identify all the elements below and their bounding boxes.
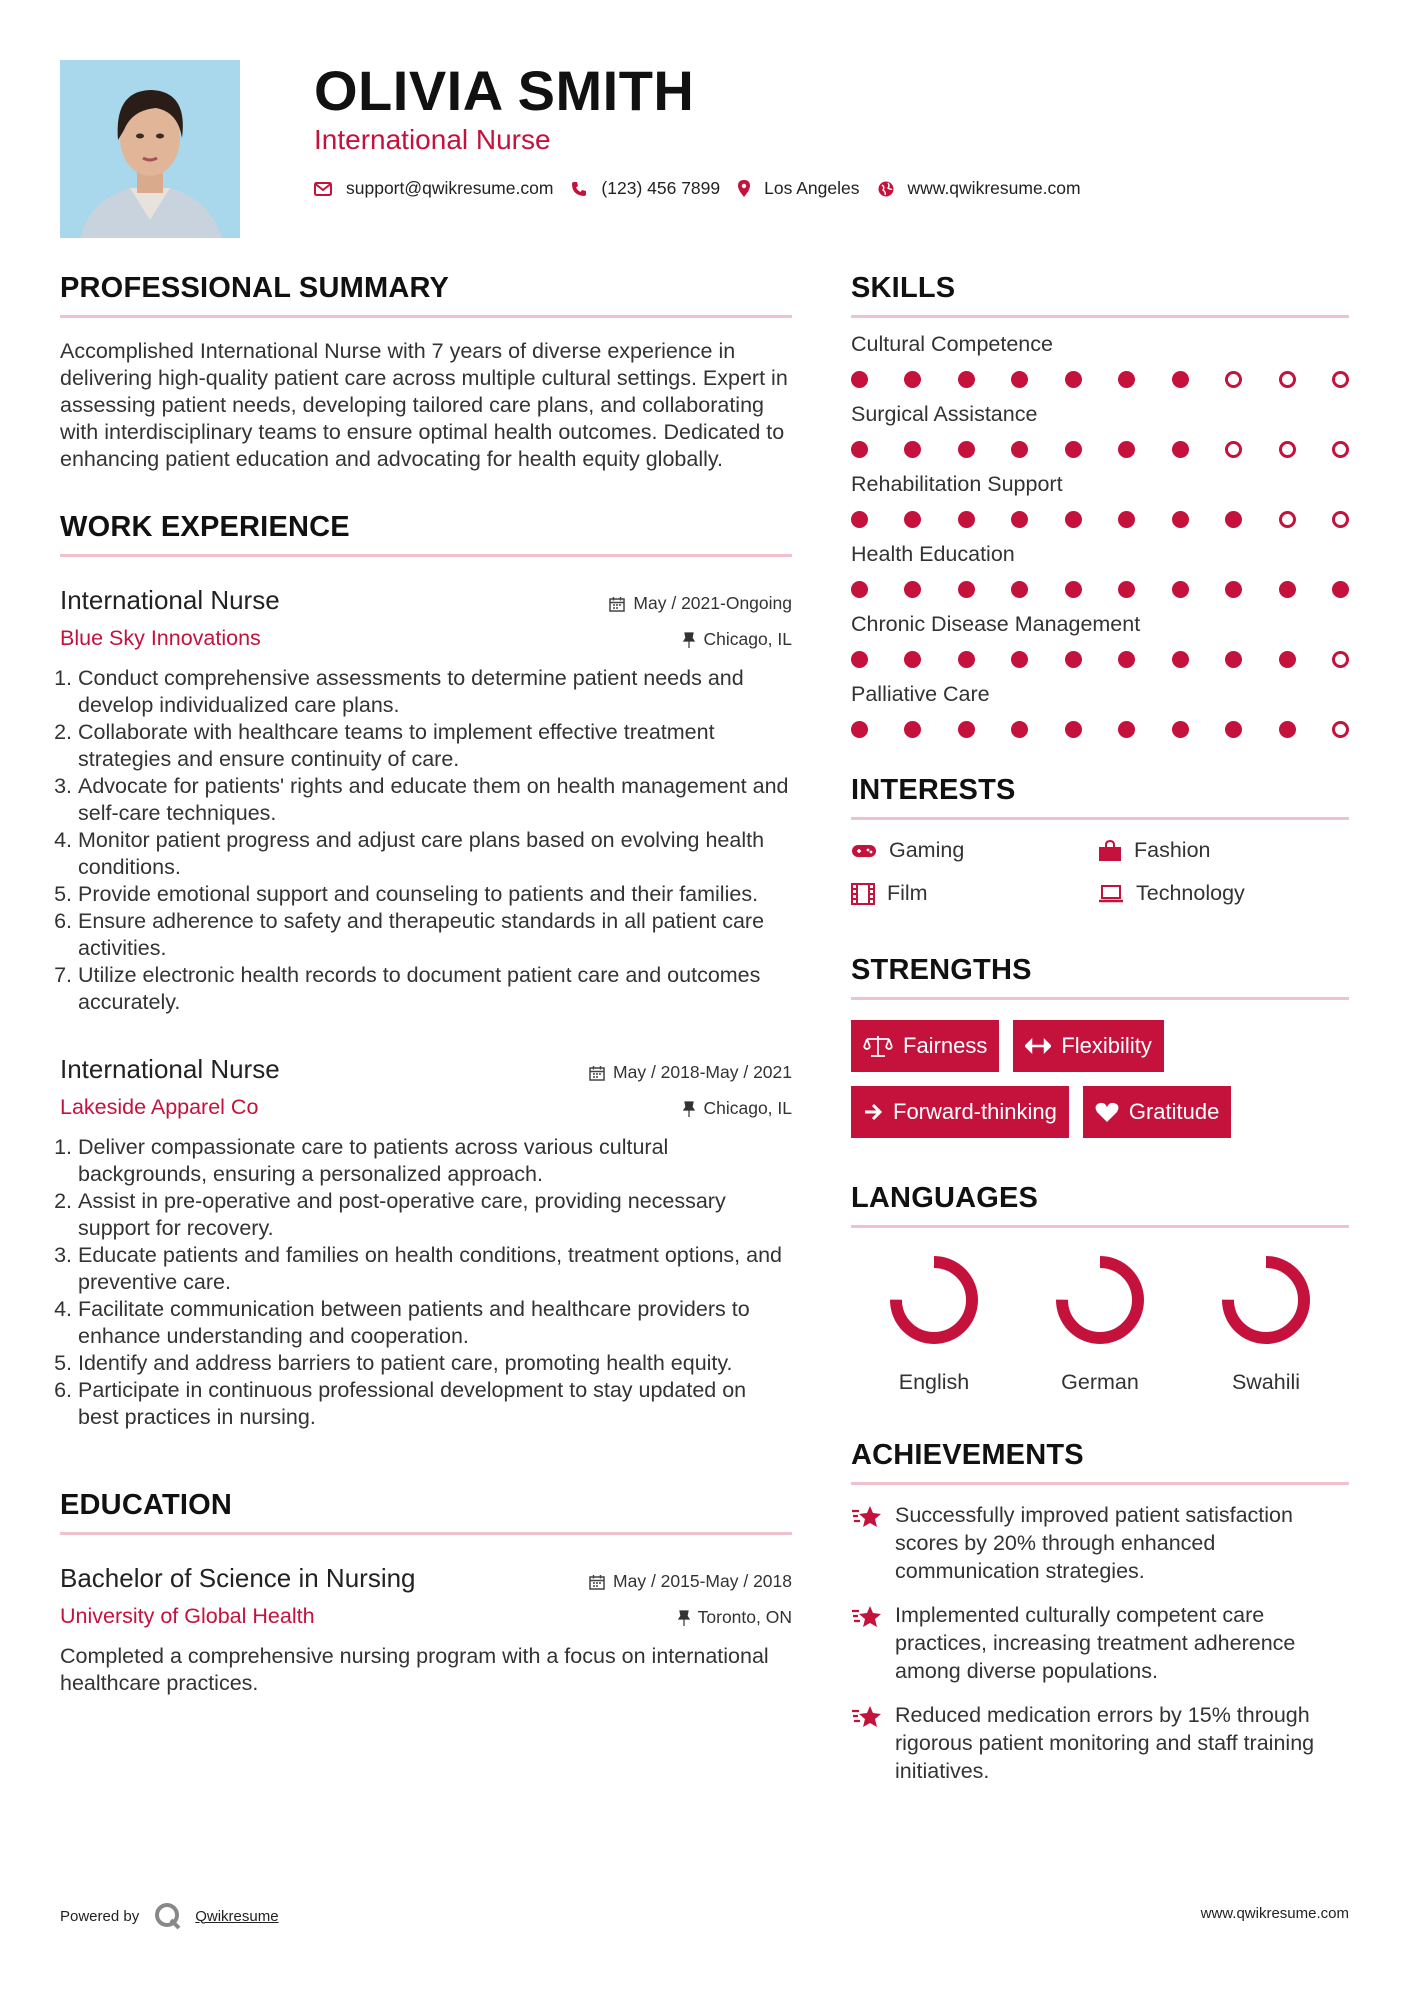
phone-icon [571,181,587,197]
skill-item [851,612,1349,668]
rating-dot-filled [1279,721,1296,738]
arrow-right-icon [863,1102,883,1122]
rating-dot-filled [958,441,975,458]
languages-list [851,1252,1349,1395]
language-level-gauge [1052,1252,1148,1348]
duty-item: 2. Collaborate with healthcare teams to implement effective treatment strategies and ensure continuity of care. [78,719,792,773]
pushpin-icon [683,632,695,648]
rating-dot-empty [1332,371,1349,388]
rating-dot-filled [851,511,868,528]
interest-item [851,881,1098,906]
language-name: Swahili [1231,1370,1301,1394]
contact-bar [314,178,1099,199]
degree-title: Bachelor of Science in Nursing [60,1563,416,1593]
left-column [60,272,792,1697]
contact-email-text: support@qwikresume.com [346,178,554,198]
rating-dot-filled [851,371,868,388]
education-entry [60,1563,792,1697]
rating-dot-filled [1011,511,1028,528]
duty-item: 5. Provide emotional support and counseling to patients and their families. [78,881,792,908]
duty-item: 5. Identify and address barriers to patient care, promoting health equity. [78,1350,792,1377]
language-level-gauge [886,1252,982,1348]
strengths-list [851,1020,1349,1152]
rating-dot-filled [851,721,868,738]
rating-dot-filled [1065,511,1082,528]
interest-label: Gaming [889,838,965,862]
gamepad-icon [851,842,877,860]
rating-dot-empty [1332,511,1349,528]
rating-dot-filled [1118,581,1135,598]
rating-dot-empty [1279,511,1296,528]
rating-dot-filled [1225,511,1242,528]
rating-dot-filled [1011,651,1028,668]
achievement-text: Reduced medication errors by 15% through rigorous patient monitoring and staff training initiatives. [895,1703,1315,1783]
powered-by-text: Powered by [60,1907,140,1925]
rating-dot-filled [1118,651,1135,668]
rating-dot-filled [1279,581,1296,598]
school-name: University of Global Health [60,1604,315,1628]
job-date [589,1062,792,1083]
strength-label: Gratitude [1128,1099,1220,1124]
rating-dot-filled [851,441,868,458]
rating-dot-filled [1172,721,1189,738]
achievement-text: Successfully improved patient satisfaction scores by 20% through enhanced communication strategies. [895,1503,1293,1583]
contact-location-text: Los Angeles [764,178,860,198]
rating-dot-filled [1065,581,1082,598]
heart-icon [1095,1102,1119,1123]
rating-dot-filled [1172,511,1189,528]
rating-dot-filled [904,371,921,388]
shopping-bag-icon [1098,840,1122,862]
education-heading: EDUCATION [60,1489,792,1535]
contact-location [738,178,859,199]
strength-tag [1013,1020,1163,1072]
duty-item: 6. Ensure adherence to safety and therapeutic standards in all patient care activities. [78,908,792,962]
duty-item: 1. Conduct comprehensive assessments to determine patient needs and develop individualized care plans. [78,665,792,719]
rating-dot-filled [958,371,975,388]
experience-heading: WORK EXPERIENCE [60,511,792,557]
summary-text: Accomplished International Nurse with 7 years of diverse experience in delivering high-quality patient care across multiple cultural settings. Expert in assessing patient needs, developing tailored care plans, and collaborating with interdisciplinary teams to ensure optimal health outcomes. Dedicated to enhancing patient education and advocating for health equity globally. [60,339,788,471]
education-date [589,1571,792,1592]
rating-dot-filled [1172,581,1189,598]
skill-rating [851,651,1349,668]
job-title: International Nurse [60,1054,280,1084]
strength-tag [851,1086,1069,1138]
rating-dot-filled [958,581,975,598]
rating-dot-filled [958,511,975,528]
duty-item: 6. Participate in continuous professional development to stay updated on best practices in nursing. [78,1377,792,1431]
interest-label: Technology [1136,881,1245,905]
education-date-text: May / 2015-May / 2018 [613,1571,792,1591]
contact-phone-text: (123) 456 7899 [601,178,721,198]
rating-dot-filled [1118,511,1135,528]
rating-dot-filled [1172,441,1189,458]
interest-label: Fashion [1134,838,1211,862]
skill-item [851,682,1349,738]
footer-powered-by [60,1901,279,1931]
interests-grid [851,838,1349,906]
duty-item: 3. Advocate for patients' rights and educate them on health management and self-care techniques. [78,773,792,827]
rating-dot-empty [1332,441,1349,458]
rating-dot-filled [1172,651,1189,668]
rating-dot-empty [1225,441,1242,458]
right-column [851,272,1349,1785]
shooting-star-icon [851,1603,883,1629]
job-date-text: May / 2018-May / 2021 [613,1062,792,1082]
skill-item [851,472,1349,528]
shooting-star-icon [851,1503,883,1529]
job-date-text: May / 2021-Ongoing [633,593,792,613]
language-level-arc [1228,1262,1304,1338]
rating-dot-filled [1225,581,1242,598]
globe-icon [878,181,894,197]
rating-dot-filled [1172,371,1189,388]
interest-item [1098,838,1345,863]
map-pin-icon [738,180,750,197]
rating-dot-filled [1011,441,1028,458]
skill-item [851,542,1349,598]
skill-rating [851,511,1349,528]
balance-scale-icon [863,1035,893,1057]
job-title: International Nurse [60,585,280,615]
pushpin-icon [683,1101,695,1117]
job-entry [60,1054,792,1431]
rating-dot-filled [1118,371,1135,388]
rating-dot-empty [1332,721,1349,738]
rating-dot-empty [1225,371,1242,388]
job-entry [60,585,792,1016]
skill-name: Chronic Disease Management [851,612,1141,636]
skill-name: Rehabilitation Support [851,472,1063,496]
job-location [683,629,792,650]
achievements-list [851,1501,1349,1785]
duty-item: 4. Monitor patient progress and adjust care plans based on evolving health conditions. [78,827,792,881]
language-level-arc [896,1262,972,1338]
laptop-icon [1098,884,1124,904]
job-date [609,593,792,614]
rating-dot-filled [904,721,921,738]
language-name: German [1061,1370,1139,1394]
language-level-arc [1062,1262,1138,1338]
duty-item: 7. Utilize electronic health records to document patient care and outcomes accurately. [78,962,792,1016]
rating-dot-filled [1279,651,1296,668]
job-location-text: Chicago, IL [703,629,792,649]
achievement-item [851,1601,1349,1685]
rating-dot-filled [1332,581,1349,598]
rating-dot-filled [1118,441,1135,458]
achievement-item [851,1701,1349,1785]
languages-heading: LANGUAGES [851,1182,1349,1228]
film-icon [851,883,875,905]
duty-item: 2. Assist in pre-operative and post-operative care, providing necessary support for recovery. [78,1188,792,1242]
achievement-item [851,1501,1349,1585]
rating-dot-filled [1118,721,1135,738]
rating-dot-filled [1225,721,1242,738]
strength-tag [851,1020,999,1072]
job-company: Blue Sky Innovations [60,626,261,650]
rating-dot-empty [1279,371,1296,388]
profile-photo [60,60,240,238]
language-name: English [898,1370,970,1394]
skill-name: Palliative Care [851,682,990,706]
calendar-icon [589,1574,605,1590]
rating-dot-filled [904,651,921,668]
education-location-text: Toronto, ON [697,1607,792,1627]
skills-list [851,332,1349,738]
language-item [1017,1252,1183,1395]
interest-label: Film [887,881,928,905]
calendar-icon [609,596,625,612]
education-description: Completed a comprehensive nursing program with a focus on international healthcare practices. [60,1644,769,1695]
rating-dot-filled [1065,441,1082,458]
strength-label: Flexibility [1061,1033,1152,1058]
language-item [851,1252,1017,1395]
rating-dot-filled [1011,371,1028,388]
duty-item: 3. Educate patients and families on health conditions, treatment options, and preventive care. [78,1242,792,1296]
language-item [1183,1252,1349,1395]
footer-website[interactable]: www.qwikresume.com [1200,1905,1349,1922]
interest-item [851,838,1098,863]
duty-list [60,665,792,1016]
rating-dot-filled [1065,721,1082,738]
summary-heading: PROFESSIONAL SUMMARY [60,272,792,318]
job-location-text: Chicago, IL [703,1098,792,1118]
rating-dot-filled [1065,651,1082,668]
qwikresume-link[interactable]: Qwikresume [195,1907,279,1925]
skill-rating [851,371,1349,388]
contact-phone[interactable] [571,178,720,199]
skill-name: Cultural Competence [851,332,1053,356]
pushpin-icon [678,1610,690,1626]
skill-rating [851,721,1349,738]
strengths-heading: STRENGTHS [851,954,1349,1000]
duty-item: 4. Facilitate communication between patients and healthcare providers to enhance understanding and cooperation. [78,1296,792,1350]
job-company: Lakeside Apparel Co [60,1095,259,1119]
skill-rating [851,441,1349,458]
education-location [678,1607,792,1628]
interest-item [1098,881,1345,906]
strength-label: Forward-thinking [893,1099,1057,1124]
qwikresume-logo-icon [153,1901,183,1931]
skill-name: Surgical Assistance [851,402,1038,426]
arrows-horizontal-icon [1025,1038,1051,1054]
duty-list [60,1134,792,1431]
skill-rating [851,581,1349,598]
rating-dot-empty [1279,441,1296,458]
skill-item [851,402,1349,458]
rating-dot-filled [958,651,975,668]
shooting-star-icon [851,1703,883,1729]
candidate-title: International Nurse [314,124,551,155]
skill-name: Health Education [851,542,1015,566]
achievement-text: Implemented culturally competent care practices, increasing treatment adherence among diverse populations. [895,1603,1296,1683]
achievements-heading: ACHIEVEMENTS [851,1439,1349,1485]
rating-dot-filled [958,721,975,738]
rating-dot-filled [1011,581,1028,598]
rating-dot-filled [904,441,921,458]
skill-item [851,332,1349,388]
rating-dot-empty [1332,651,1349,668]
envelope-icon [314,182,332,196]
rating-dot-filled [1065,371,1082,388]
rating-dot-filled [904,511,921,528]
strength-tag [1083,1086,1232,1138]
language-level-gauge [1218,1252,1314,1348]
contact-email[interactable] [314,178,553,199]
rating-dot-filled [851,581,868,598]
contact-website[interactable] [878,178,1081,199]
duty-item: 1. Deliver compassionate care to patients across various cultural backgrounds, ensuring a personalized approach. [78,1134,792,1188]
candidate-name: OLIVIA SMITH [314,59,695,122]
rating-dot-filled [851,651,868,668]
strength-label: Fairness [903,1033,988,1058]
skills-heading: SKILLS [851,272,1349,318]
rating-dot-filled [1011,721,1028,738]
interests-heading: INTERESTS [851,774,1349,820]
contact-website-text: www.qwikresume.com [907,178,1081,198]
rating-dot-filled [1225,651,1242,668]
job-location [683,1098,792,1119]
calendar-icon [589,1065,605,1081]
rating-dot-filled [904,581,921,598]
